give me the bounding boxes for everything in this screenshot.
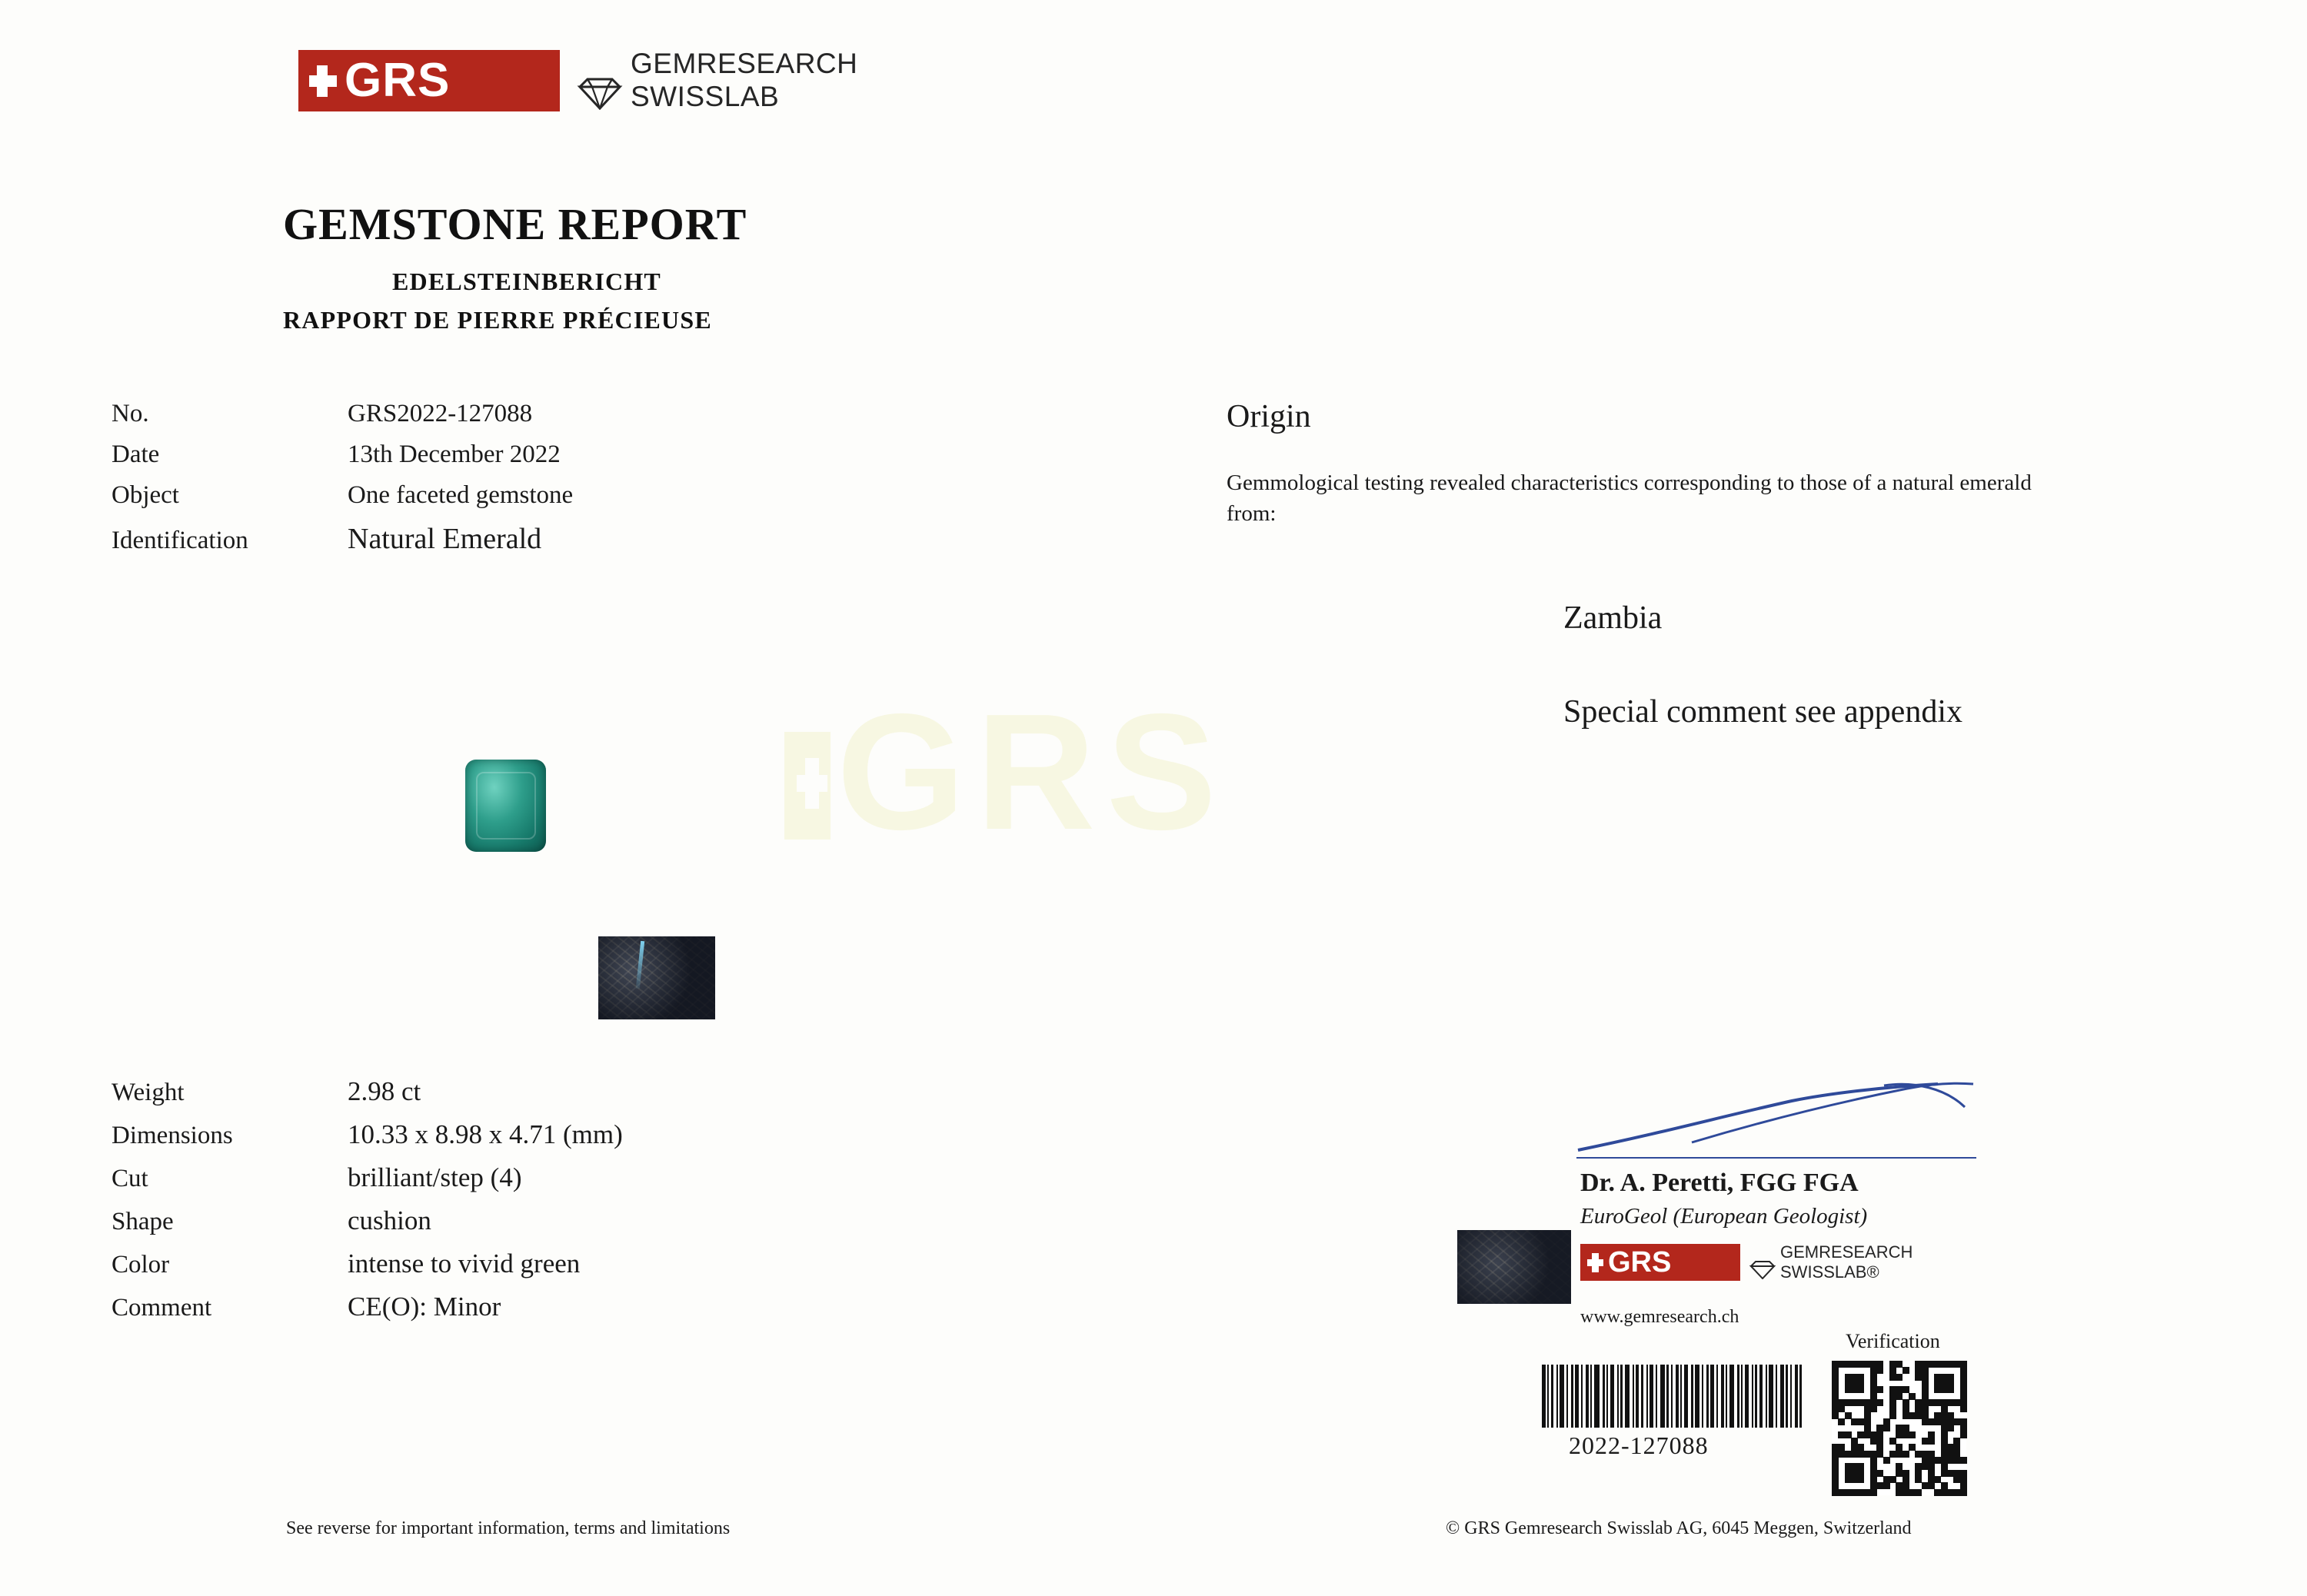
row-value: 10.33 x 8.98 x 4.71 (mm) — [348, 1119, 623, 1149]
row-label: Date — [112, 441, 160, 468]
row-value: 2.98 ct — [348, 1076, 421, 1106]
table-row — [112, 1205, 957, 1236]
origin-special-comment: Special comment see appendix — [1563, 694, 1962, 730]
small-logo-red-box — [1580, 1244, 1740, 1281]
qr-code[interactable] — [1832, 1361, 1966, 1495]
barcode — [1542, 1365, 1803, 1428]
swiss-flag-icon — [1580, 1244, 1608, 1281]
footer-left-note: See reverse for important information, terms and limitations — [286, 1518, 731, 1538]
logo-line2: SWISSLAB — [631, 80, 780, 112]
logo-red-box — [298, 50, 560, 111]
row-value: GRS2022-127088 — [348, 400, 533, 427]
row-value: CE(O): Minor — [348, 1292, 501, 1322]
table-row — [112, 1076, 957, 1107]
specification-table — [112, 1076, 957, 1335]
logo-wordmark — [577, 48, 857, 114]
row-label: No. — [112, 400, 149, 427]
origin-country: Zambia — [1563, 600, 1663, 636]
page-title: GEMSTONE REPORT — [283, 199, 747, 249]
row-value: cushion — [348, 1205, 431, 1235]
row-value: Natural Emerald — [348, 523, 542, 555]
row-label: Color — [112, 1251, 170, 1278]
table-row — [112, 1292, 957, 1322]
row-label: Identification — [112, 527, 248, 554]
row-label: Weight — [112, 1079, 185, 1106]
inclusion-streak — [636, 941, 644, 989]
identification-table — [112, 400, 881, 568]
diamond-icon — [577, 75, 623, 110]
table-row — [112, 1119, 957, 1150]
table-row — [112, 522, 881, 556]
table-row — [112, 1249, 957, 1279]
row-label: Object — [112, 481, 179, 509]
inclusion-photo — [598, 936, 715, 1019]
watermark — [784, 677, 1227, 867]
row-value: One faceted gemstone — [348, 481, 574, 509]
row-label: Shape — [112, 1208, 174, 1235]
diamond-icon — [1749, 1259, 1776, 1279]
small-logo-line1: GEMRESEARCH — [1780, 1242, 1913, 1262]
table-row — [112, 1162, 957, 1193]
small-logo-brand-text: GRS — [1608, 1245, 1672, 1278]
page-title-french: RAPPORT DE PIERRE PRÉCIEUSE — [283, 306, 712, 334]
grs-logo-small — [1580, 1242, 1913, 1282]
page-title-german: EDELSTEINBERICHT — [392, 268, 661, 295]
origin-description: Gemmological testing revealed characteristics corresponding to those of a natural emerald from: — [1227, 470, 2032, 527]
barcode-number: 2022-127088 — [1569, 1431, 1709, 1459]
watermark-text: GRS — [837, 679, 1227, 864]
signature-rule — [1576, 1157, 1976, 1159]
logo-line1: GEMRESEARCH — [631, 48, 858, 79]
footer-copyright: © GRS Gemresearch Swisslab AG, 6045 Meggen, Switzerland — [1446, 1518, 1912, 1538]
table-row — [112, 481, 881, 510]
row-label: Comment — [112, 1294, 212, 1322]
signature-graphic — [1576, 1076, 1976, 1161]
small-logo-line2: SWISSLAB® — [1780, 1262, 1879, 1282]
small-logo-wordmark — [1749, 1242, 1913, 1282]
signatory-name: Dr. A. Peretti, FGG FGA — [1580, 1169, 1859, 1197]
signatory-role: EuroGeol (European Geologist) — [1580, 1204, 1868, 1229]
signature-thumbnail-photo — [1457, 1230, 1571, 1304]
table-row — [112, 400, 881, 428]
logo-words — [631, 48, 857, 114]
row-value: brilliant/step (4) — [348, 1162, 522, 1192]
watermark-flag-icon — [784, 732, 831, 840]
website-url: www.gemresearch.ch — [1580, 1307, 1739, 1327]
table-row — [112, 441, 881, 469]
small-logo-words — [1780, 1242, 1913, 1282]
gemstone-photo — [465, 760, 546, 852]
row-value: 13th December 2022 — [348, 441, 561, 468]
logo-brand-text: GRS — [345, 53, 451, 107]
row-label: Cut — [112, 1165, 148, 1192]
origin-heading: Origin — [1227, 399, 1311, 434]
swiss-flag-icon — [298, 50, 343, 111]
row-label: Dimensions — [112, 1122, 233, 1149]
grs-logo — [298, 48, 857, 114]
verification-label: Verification — [1846, 1330, 1940, 1352]
row-value: intense to vivid green — [348, 1249, 581, 1278]
